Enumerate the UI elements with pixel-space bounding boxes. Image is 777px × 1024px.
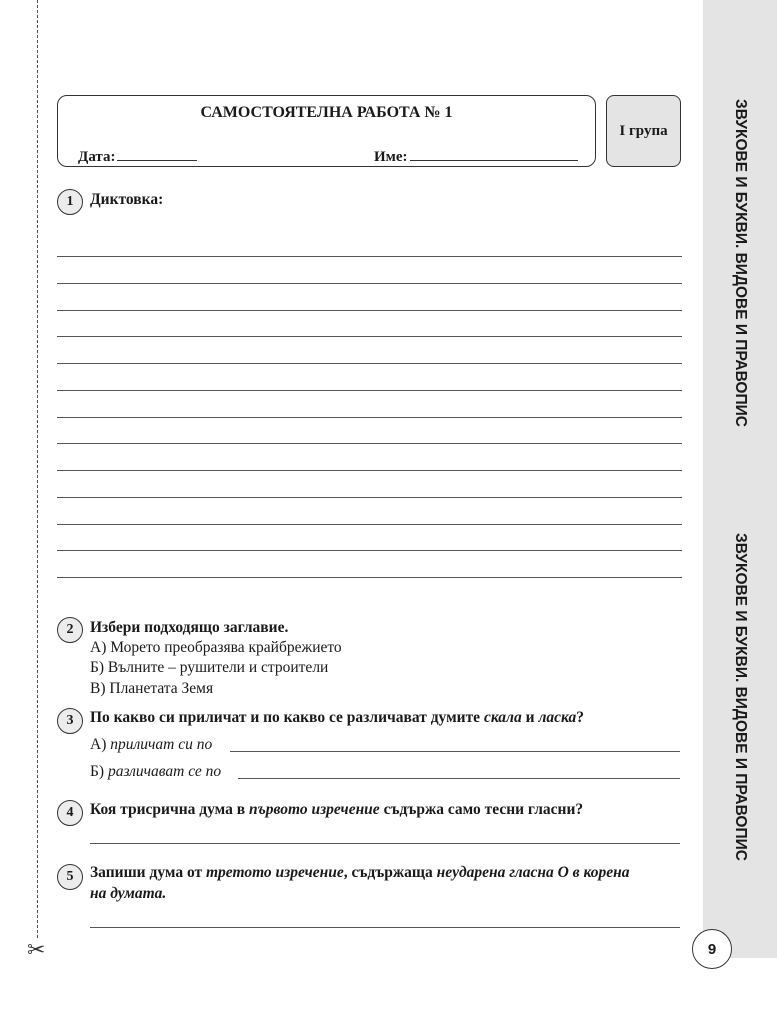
answer-a-line[interactable] (230, 751, 680, 752)
task-3-answer-a-label (90, 735, 212, 755)
task-2-text: Избери подходящо заглавие. (90, 619, 289, 636)
answer-5-line[interactable] (90, 927, 680, 928)
task-3-qmark: ? (576, 709, 585, 726)
task-3-text-start: По какво си приличат и по какво се различават думите (90, 709, 484, 726)
name-blank[interactable] (410, 146, 578, 161)
option-c[interactable]: В) Планетата Земя (90, 680, 214, 697)
writing-line[interactable] (57, 470, 682, 471)
word-skala: скала (483, 709, 522, 726)
writing-line[interactable] (57, 577, 682, 578)
writing-line[interactable] (57, 550, 682, 551)
task-2-number: 2 (57, 617, 83, 643)
task-4-number: 4 (57, 800, 83, 826)
writing-line[interactable] (57, 336, 682, 337)
task-3-number: 3 (57, 708, 83, 734)
writing-line[interactable] (57, 363, 682, 364)
answer-b-prefix: Б) (90, 763, 108, 780)
running-title-top: ЗВУКОВЕ И БУКВИ. ВИДОВЕ И ПРАВОПИС (732, 99, 749, 427)
page-number: 9 (692, 929, 732, 969)
worksheet-title: САМОСТОЯТЕЛНА РАБОТА № 1 (200, 104, 453, 121)
task-5-part-1: Запиши дума от (90, 864, 206, 881)
writing-line[interactable] (57, 524, 682, 525)
task-4-text-end: съдържа само тесни гласни? (379, 801, 584, 818)
task-4-text-italic: първото изречение (248, 801, 380, 818)
task-5-number: 5 (57, 864, 83, 890)
date-label: Дата: (78, 149, 116, 165)
running-title-bottom: ЗВУКОВЕ И БУКВИ. ВИДОВЕ И ПРАВОПИС (732, 533, 749, 861)
header-box (57, 95, 596, 167)
scissors-icon: ✂ (27, 938, 46, 963)
task-1-text: Диктовка: (90, 191, 164, 208)
cut-line (37, 0, 38, 938)
name-field (374, 146, 578, 166)
answer-a-prefix: А) (90, 736, 111, 753)
task-1-number: 1 (57, 189, 83, 215)
option-b[interactable]: Б) Вълните – рушители и строители (90, 659, 329, 676)
writing-line[interactable] (57, 283, 682, 284)
task-5-part-2: третото изречение (205, 864, 344, 881)
task-3-text (90, 707, 584, 728)
writing-line[interactable] (57, 256, 682, 257)
writing-line[interactable] (57, 443, 682, 444)
task-5-text (90, 862, 685, 904)
task-3-and: и (521, 709, 539, 726)
writing-line[interactable] (57, 390, 682, 391)
answer-b-line[interactable] (238, 778, 680, 779)
name-label: Име: (374, 149, 408, 165)
writing-line[interactable] (57, 310, 682, 311)
task-5-part-5: на думата. (90, 885, 167, 902)
option-a[interactable]: А) Морето преобразява крайбрежието (90, 639, 342, 656)
task-5-part-4: неударена гласна О в корена (436, 864, 630, 881)
date-field (78, 146, 197, 166)
task-5-part-3: , съдържаща (343, 864, 437, 881)
task-4-text-start: Коя трисрична дума в (90, 801, 249, 818)
writing-line[interactable] (57, 497, 682, 498)
answer-a-text: приличат си по (110, 736, 213, 753)
task-3-answer-b-label (90, 762, 221, 782)
date-blank[interactable] (117, 146, 197, 161)
task-4-text (90, 799, 583, 820)
answer-b-text: различават се по (107, 763, 222, 780)
word-laska: ласка (538, 709, 577, 726)
writing-line[interactable] (57, 417, 682, 418)
answer-4-line[interactable] (90, 843, 680, 844)
group-box: I група (606, 95, 681, 167)
